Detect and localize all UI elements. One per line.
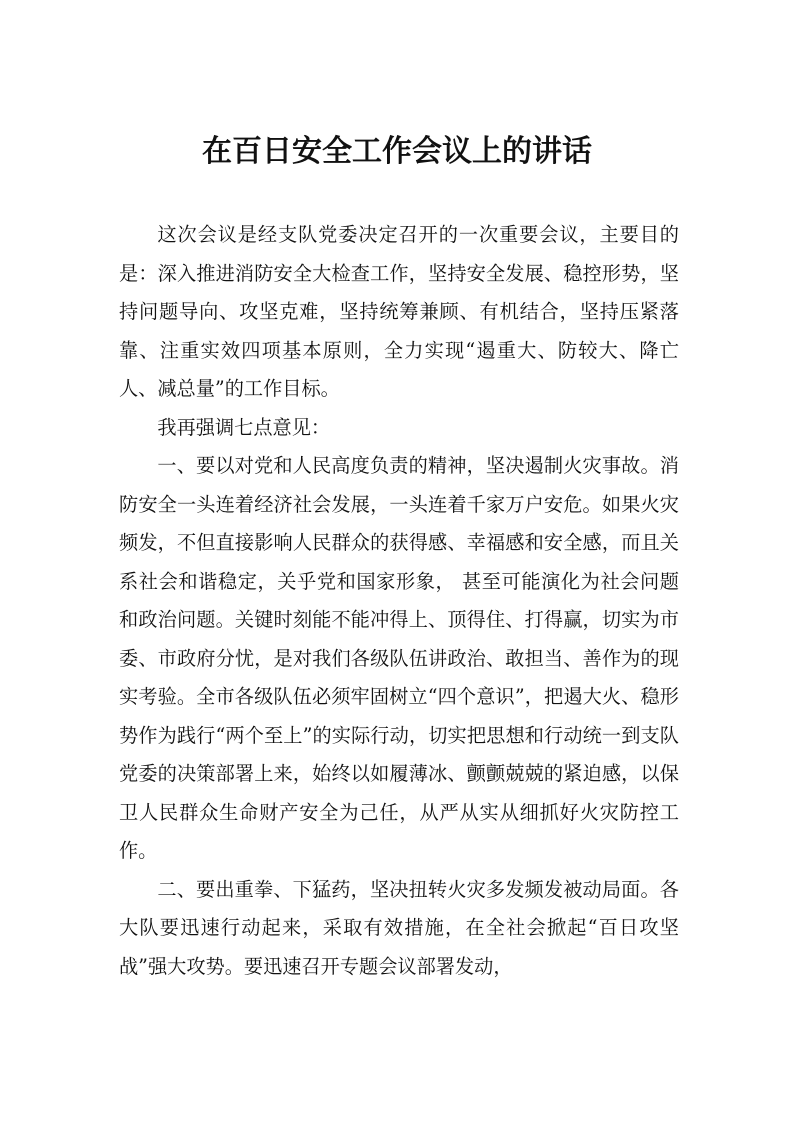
paragraph-intro: 这次会议是经支队党委决定召开的一次重要会议，主要目的是：深入推进消防安全大检查工作，坚持安全发展、稳控形势，坚持问题导向、攻坚克难，坚持统筹兼顾、有机结合，坚持压紧落靠、注重实效四项基本原则，全力实现“遏重大、防较大、降亡人、减总量”的工作目标。 — [119, 223, 679, 400]
paragraph-point-two: 二、要出重拳、下猛药，坚决扭转火灾多发频发被动局面。各大队要迅速行动起来，采取有效措施，在全社会掀起“百日攻坚战”强大攻势。要迅速召开专题会议部署发动， — [119, 877, 679, 978]
paragraph-point-one: 一、要以对党和人民高度负责的精神，坚决遏制火灾事故。消防安全一头连着经济社会发展，一头连着千家万户安危。如果火灾频发，不但直接影响人民群众的获得感、幸福感和安全感，而且关系社会和谐稳定，关乎党和国家形象， 甚至可能演化为社会问题和政治问题。关键时刻能不能冲得上、顶得住、打得赢，切实为市委、市政府分忧，是对我们各级队伍讲政治、敢担当、善作为的现实考验。全市各级队伍必须牢固树立“四个意识”，把遏大火、稳形势作为践行“两个至上”的实际行动，切实把思想和行动统一到支队党委的决策部署上来，始终以如履薄冰、颤颤兢兢的紧迫感，以保卫人民群众生命财产安全为己任，从严从实从细抓好火灾防控工作。 — [119, 454, 679, 862]
document-body — [119, 216, 679, 986]
paragraph-transition: 我再强调七点意见： — [157, 415, 331, 439]
document-title: 在百日安全工作会议上的讲话 — [202, 134, 592, 169]
